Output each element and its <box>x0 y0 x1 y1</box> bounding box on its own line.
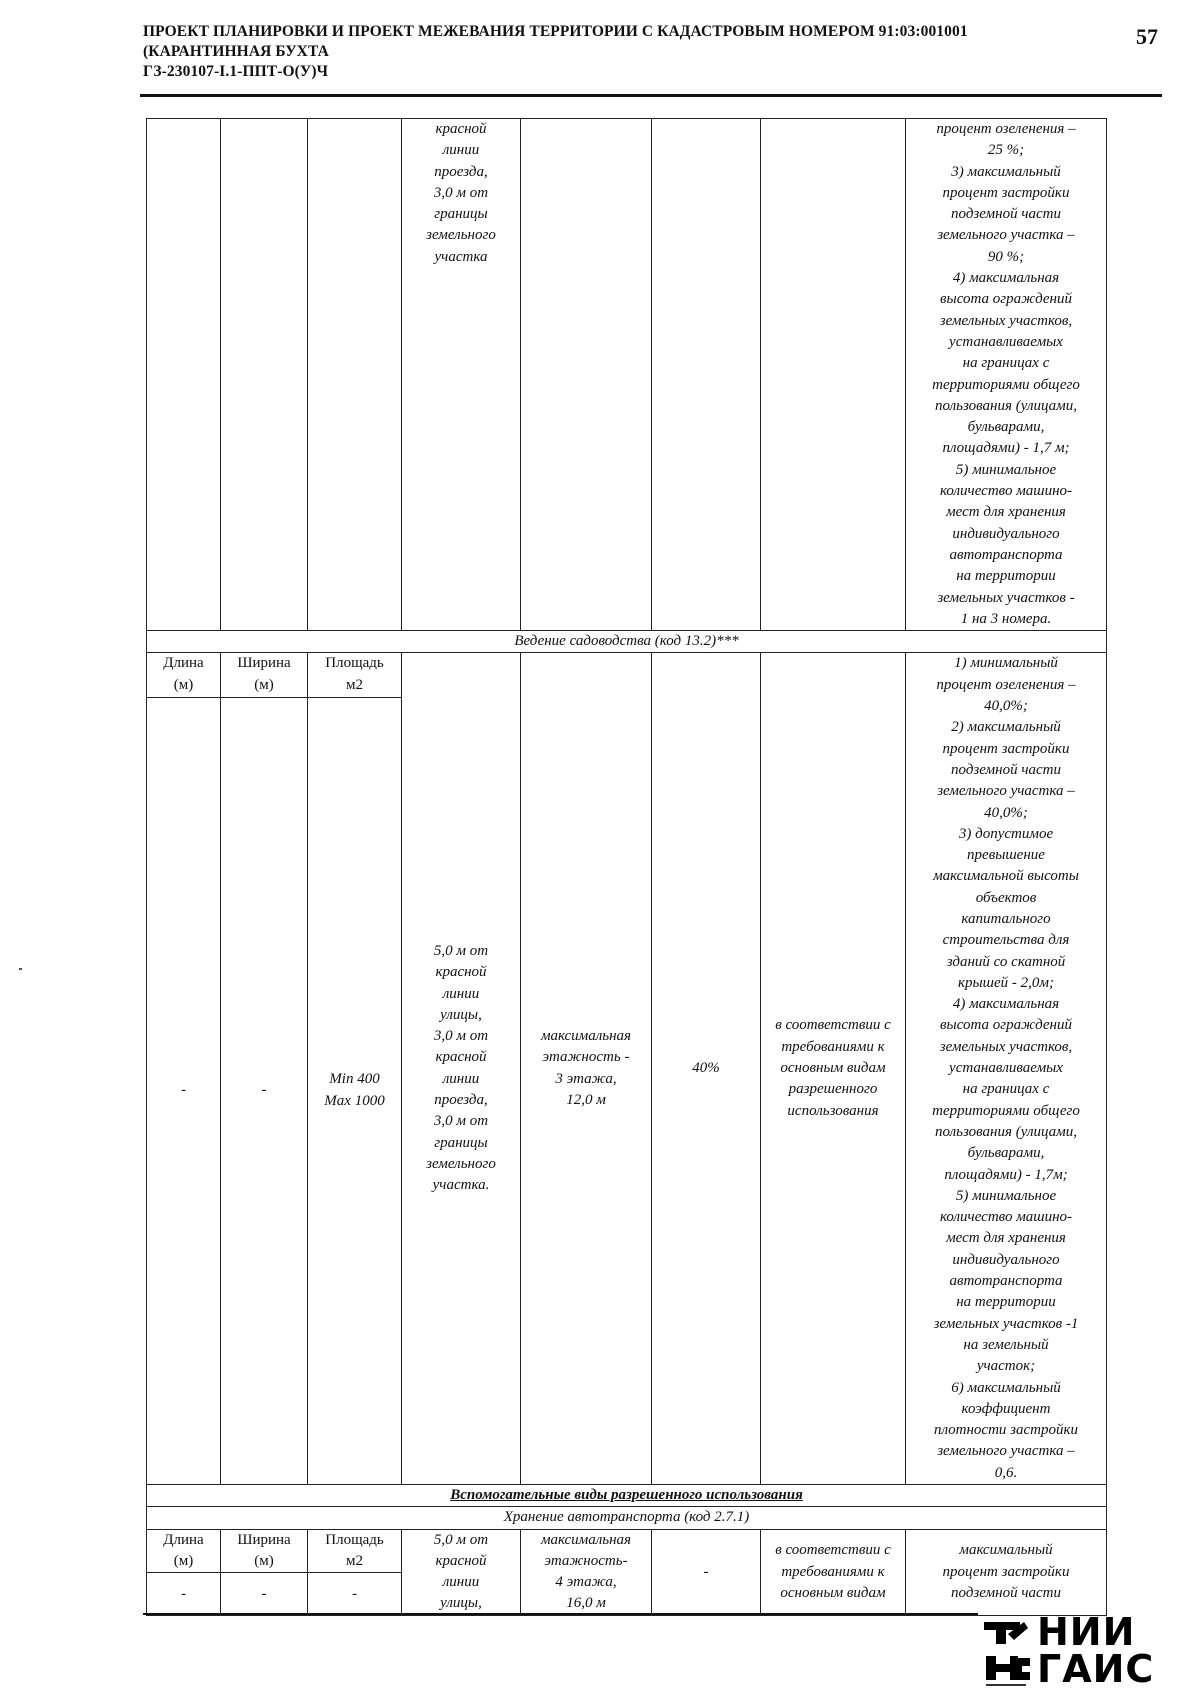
label-length: Длина (м) <box>147 653 221 697</box>
value-length: - <box>147 697 221 1484</box>
footer-divider <box>143 1613 978 1615</box>
table-row-continuation <box>147 119 1107 631</box>
cell-other-params: 1) минимальный процент озеленения – 40,0%; 2) максимальный процент застройки подземной части земельного участка – 40,0%; 3) допустимое превышение максимальной высоты объектов капитального строительства для зданий со скатной крышей - 2,0м; 4) максимальная высота ограждений земельных участков, устанавливаемых на границах с территориями общего пользования (улицами, бульварами, площадями) - 1,7м; 5) минимальное количество машино- мест для хранения индивидуального автотранспорта на территории земельных участков -1 на земельный участок; 6) максимальный коэффициент плотности застройки земельного участка – 0,6. <box>906 653 1107 1485</box>
cell-setback: 5,0 м от красной линии улицы, 3,0 м от красной линии проезда, 3,0 м от границы земельного участка. <box>402 653 521 1485</box>
label-length: Длина (м) <box>147 1529 221 1573</box>
label-width: Ширина (м) <box>221 653 308 697</box>
table-section-header <box>147 1485 1107 1507</box>
value-width: - <box>221 697 308 1484</box>
value-area: Min 400 Max 1000 <box>308 697 402 1484</box>
header-title-line2: (КАРАНТИННАЯ БУХТА <box>143 43 329 60</box>
cell-floors: максимальная этажность - 3 этажа, 12,0 м <box>521 653 652 1485</box>
cell-other-params: максимальный процент застройки подземной части <box>906 1529 1107 1616</box>
value-width: - <box>221 1573 308 1616</box>
cell-empty <box>308 119 402 631</box>
scan-artifact-mark <box>19 968 22 970</box>
cell-empty <box>521 119 652 631</box>
logo-wordmark-line2: ГАИС <box>1037 1647 1155 1691</box>
cell-empty <box>652 119 761 631</box>
label-width: Ширина (м) <box>221 1529 308 1573</box>
cell-empty <box>761 119 906 631</box>
cell-compliance: в соответствии с требованиями к основным видам разрешенного использования <box>761 653 906 1485</box>
label-area: Площадь м2 <box>308 653 402 697</box>
cell-compliance: в соответствии с требованиями к основным видам <box>761 1529 906 1616</box>
cell-setback: 5,0 м от красной линии улицы, <box>402 1529 521 1616</box>
value-length: - <box>147 1573 221 1616</box>
header-title-line1: ПРОЕКТ ПЛАНИРОВКИ И ПРОЕКТ МЕЖЕВАНИЯ ТЕРРИТОРИИ С КАДАСТРОВЫМ НОМЕРОМ 91:03:001001 <box>143 23 968 40</box>
section-title-storage: Хранение автотранспорта (код 2.7.1) <box>147 1507 1107 1529</box>
value-area: - <box>308 1573 402 1616</box>
logo-emblem-icon <box>980 1618 1032 1690</box>
cell-floors: максимальная этажность- 4 этажа, 16,0 м <box>521 1529 652 1616</box>
cell-empty <box>147 119 221 631</box>
niigais-logo <box>980 1610 1160 1694</box>
cell-coverage: - <box>652 1529 761 1616</box>
document-header <box>143 22 1133 82</box>
header-document-code: ГЗ-230107-I.1-ППТ-О(У)Ч <box>143 63 329 80</box>
cell-coverage: 40% <box>652 653 761 1485</box>
table-row-labels <box>147 1529 1107 1573</box>
logo-wordmark-line1: НИИ <box>1037 1610 1136 1654</box>
logo-wordmark <box>1037 1610 1155 1691</box>
section-title-gardening: Ведение садоводства (код 13.2)*** <box>147 631 1107 653</box>
cell-setback-continuation: красной линии проезда, 3,0 м от границы земельного участка <box>402 119 521 631</box>
label-area: Площадь м2 <box>308 1529 402 1573</box>
cell-empty <box>221 119 308 631</box>
table-section-header <box>147 631 1107 653</box>
cell-other-params-continuation: процент озеленения – 25 %; 3) максимальный процент застройки подземной части земельного участка – 90 %; 4) максимальная высота ограждений земельных участков, устанавливаемых на границах с территориями общего пользования (улицами, бульварами, площадями) - 1,7 м; 5) минимальное количество машино- мест для хранения индивидуального автотранспорта на территории земельных участков - 1 на 3 номера. <box>906 119 1107 631</box>
header-divider <box>140 94 1162 97</box>
section-title-auxiliary: Вспомогательные виды разрешенного использования <box>147 1485 1107 1507</box>
table-row-labels <box>147 653 1107 697</box>
page-number: 57 <box>1136 24 1158 49</box>
regulations-table <box>146 118 1107 1616</box>
table-section-header <box>147 1507 1107 1529</box>
